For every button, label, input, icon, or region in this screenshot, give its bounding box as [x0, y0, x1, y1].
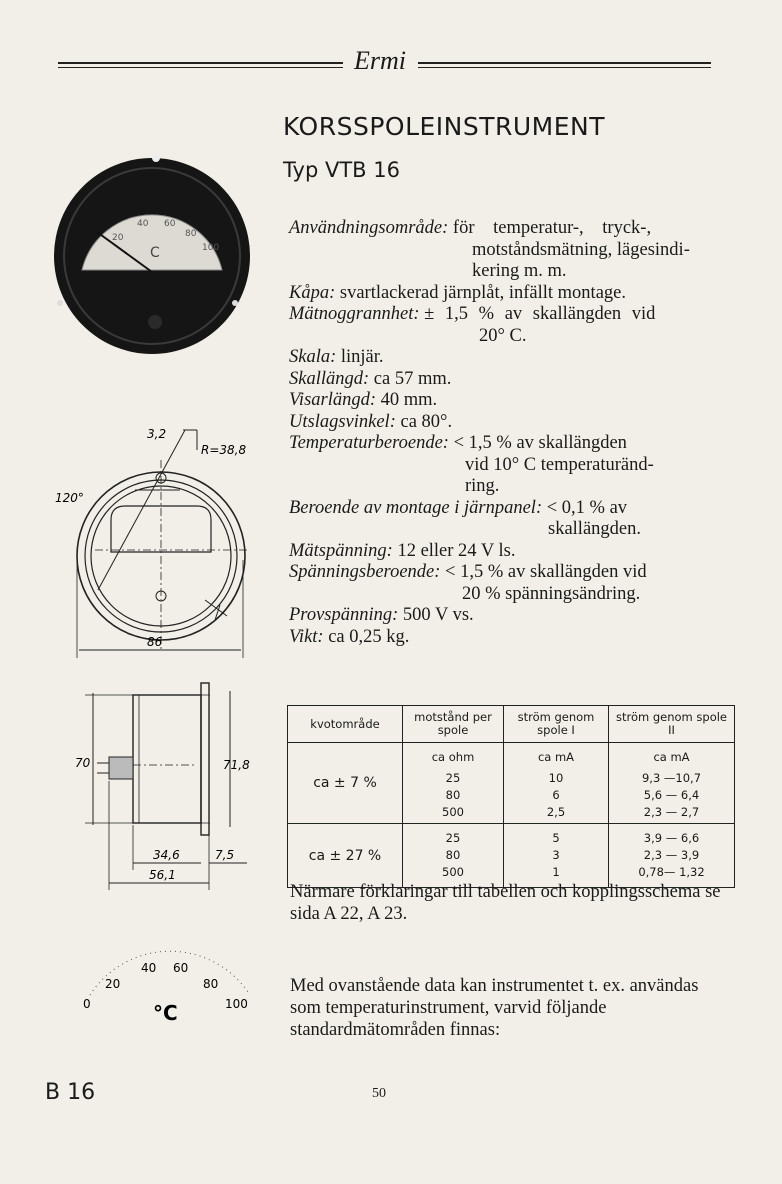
table-cell: 3 — [552, 848, 560, 862]
brand-logo: Ermi — [354, 46, 406, 75]
photo-unit: C — [150, 245, 160, 261]
table-cell: 80 — [445, 788, 461, 802]
table-cell: 5 — [552, 831, 560, 845]
dim-height-left: 70 — [75, 756, 91, 770]
table-header-range: kvotområde — [288, 706, 403, 743]
table-range-1: ca ± 7 % — [288, 743, 403, 824]
table-cell: 5,6 — 6,4 — [643, 788, 700, 802]
spec-pointer-length — [289, 390, 719, 412]
spec-case-value: svartlackerad järnplåt, infällt montage. — [339, 282, 626, 303]
table-group2-current-1 — [504, 824, 609, 888]
spec-case — [289, 283, 719, 305]
header-rule-right-2 — [418, 67, 711, 68]
scale-0: 0 — [83, 997, 91, 1011]
table-cell: 2,3 — 3,9 — [643, 848, 700, 862]
table-unit-ma-1: ca mA — [504, 743, 609, 769]
scale-drawing — [75, 940, 275, 1060]
spec-accuracy-l1: ± 1,5 % av skallängden vid — [424, 304, 656, 324]
spec-mount-label: Beroende av montage i järnpanel: — [289, 497, 543, 518]
table-cell: 500 — [442, 805, 464, 819]
header-rule-left — [58, 62, 343, 64]
spec-scale-length-value: ca 57 mm. — [373, 368, 452, 389]
table-cell: 0,78— 1,32 — [638, 865, 705, 879]
table-cell: 6 — [552, 788, 560, 802]
spec-temp-l2: vid 10° C temperaturänd- — [465, 454, 654, 475]
usage-note: Med ovanstående data kan instrumentet t. ex. användas som temperaturinstrument, varvid följande standardmätområden finnas: — [290, 976, 699, 1040]
table-header-row — [288, 706, 735, 743]
table-group1-current-2 — [609, 768, 735, 824]
table-group2-resistance — [403, 824, 504, 888]
scale-unit: °C — [153, 1001, 178, 1025]
table-cell: 80 — [445, 848, 461, 862]
spec-case-label: Kåpa: — [289, 282, 336, 303]
spec-usage-l2: motståndsmätning, lägesindi- — [472, 239, 690, 260]
table-row — [288, 743, 735, 769]
spec-temp-l3: ring. — [465, 476, 500, 496]
specifications — [289, 218, 719, 648]
spec-temp — [289, 433, 719, 498]
spec-usage-l1: för temperatur-, tryck-, — [452, 218, 652, 238]
table-cell: 10 — [548, 771, 564, 785]
header-rule-left-2 — [58, 67, 343, 68]
spec-deflection — [289, 412, 719, 434]
spec-mount-l2: skallängden. — [548, 519, 641, 539]
spec-pointer-length-value: 40 mm. — [380, 390, 438, 410]
spec-temp-label: Temperaturberoende: — [289, 433, 449, 453]
dim-angle: 120° — [55, 491, 84, 505]
page-number: 50 — [372, 1086, 386, 1101]
table-header-current-1: ström genom spole I — [504, 706, 609, 743]
table-group2-current-2 — [609, 824, 735, 888]
table-note: Närmare förklaringar till tabellen och kopplingsschema se sida A 22, A 23. — [290, 882, 721, 924]
spec-usage-l3: kering m. m. — [472, 261, 567, 281]
side-view-drawing — [75, 675, 250, 900]
table-range-2: ca ± 27 % — [288, 824, 403, 888]
spec-accuracy — [289, 304, 719, 347]
table-unit-ohm: ca ohm — [403, 743, 504, 769]
page-title: KORSSPOLEINSTRUMENT — [283, 112, 606, 141]
header-rule-right — [418, 62, 711, 64]
spec-pointer-length-label: Visarlängd: — [289, 390, 377, 410]
table-unit-ma-2: ca mA — [609, 743, 735, 769]
spec-voltage-label: Mätspänning: — [289, 540, 393, 561]
table-cell: 9,3 —10,7 — [641, 771, 702, 785]
table-cell: 500 — [442, 865, 464, 879]
dim-flange: 7,5 — [215, 848, 235, 862]
spec-scale-length — [289, 369, 719, 391]
table-group1-current-1 — [504, 768, 609, 824]
spec-weight-value: ca 0,25 kg. — [328, 626, 410, 647]
table-group1-resistance — [403, 768, 504, 824]
scale-20: 20 — [105, 977, 121, 991]
instrument-photo — [52, 150, 252, 365]
photo-scale-60: 60 — [164, 219, 176, 229]
spec-weight — [289, 627, 719, 649]
page-id: B 16 — [45, 1080, 96, 1105]
table-header-resistance: motstånd per spole — [403, 706, 504, 743]
spec-test-voltage-label: Provspänning: — [289, 605, 399, 625]
spec-test-voltage — [289, 605, 719, 627]
scale-40: 40 — [141, 961, 157, 975]
spec-scale-label: Skala: — [289, 347, 337, 367]
spec-temp-l1: < 1,5 % av skallängden — [453, 433, 627, 453]
spec-voltage-value: 12 eller 24 V ls. — [397, 540, 516, 561]
table-cell: 2,3 — 2,7 — [643, 805, 700, 819]
dim-total: 56,1 — [149, 868, 176, 882]
dim-depth: 34,6 — [153, 848, 180, 862]
table-header-current-2: ström genom spole II — [609, 706, 735, 743]
scale-100: 100 — [225, 997, 248, 1011]
table-cell: 25 — [445, 771, 461, 785]
dim-radius: R=38,8 — [201, 443, 247, 457]
spec-scale-value: linjär. — [340, 347, 384, 367]
page-subtitle: Typ VTB 16 — [283, 158, 400, 182]
spec-voltage — [289, 541, 719, 563]
spec-scale — [289, 347, 719, 369]
spec-deflection-label: Utslagsvinkel: — [289, 411, 396, 432]
dim-top: 3,2 — [147, 427, 167, 441]
scale-80: 80 — [203, 977, 219, 991]
spec-test-voltage-value: 500 V vs. — [402, 605, 474, 625]
table-cell: 1 — [552, 865, 560, 879]
spec-accuracy-label: Mätnoggrannhet: — [289, 304, 420, 324]
spec-mount-l1: < 0,1 % av — [546, 497, 628, 518]
data-table — [287, 705, 735, 888]
front-view-drawing — [55, 420, 270, 670]
table-cell: 2,5 — [546, 805, 566, 819]
spec-voltage-dep-l2: 20 % spänningsändring. — [462, 583, 641, 604]
photo-scale-40: 40 — [137, 219, 149, 229]
spec-usage-label: Användningsområde: — [289, 218, 449, 238]
spec-usage — [289, 218, 719, 283]
photo-scale-100: 100 — [202, 243, 220, 253]
photo-scale-80: 80 — [185, 229, 197, 239]
scale-60: 60 — [173, 961, 189, 975]
dim-width: 86 — [147, 635, 163, 649]
spec-voltage-dep — [289, 562, 719, 605]
spec-mount — [289, 498, 719, 541]
table-cell: 3,9 — 6,6 — [643, 831, 700, 845]
spec-accuracy-l2: 20° C. — [479, 325, 527, 346]
table-row — [288, 824, 735, 888]
spec-voltage-dep-l1: < 1,5 % av skallängden vid — [445, 562, 647, 582]
spec-voltage-dep-label: Spänningsberoende: — [289, 562, 441, 582]
spec-scale-length-label: Skallängd: — [289, 368, 370, 389]
spec-deflection-value: ca 80°. — [400, 411, 453, 432]
table-cell: 25 — [445, 831, 461, 845]
photo-scale-20: 20 — [112, 233, 124, 243]
dim-height-right: 71,8 — [223, 758, 250, 772]
spec-weight-label: Vikt: — [289, 626, 324, 647]
